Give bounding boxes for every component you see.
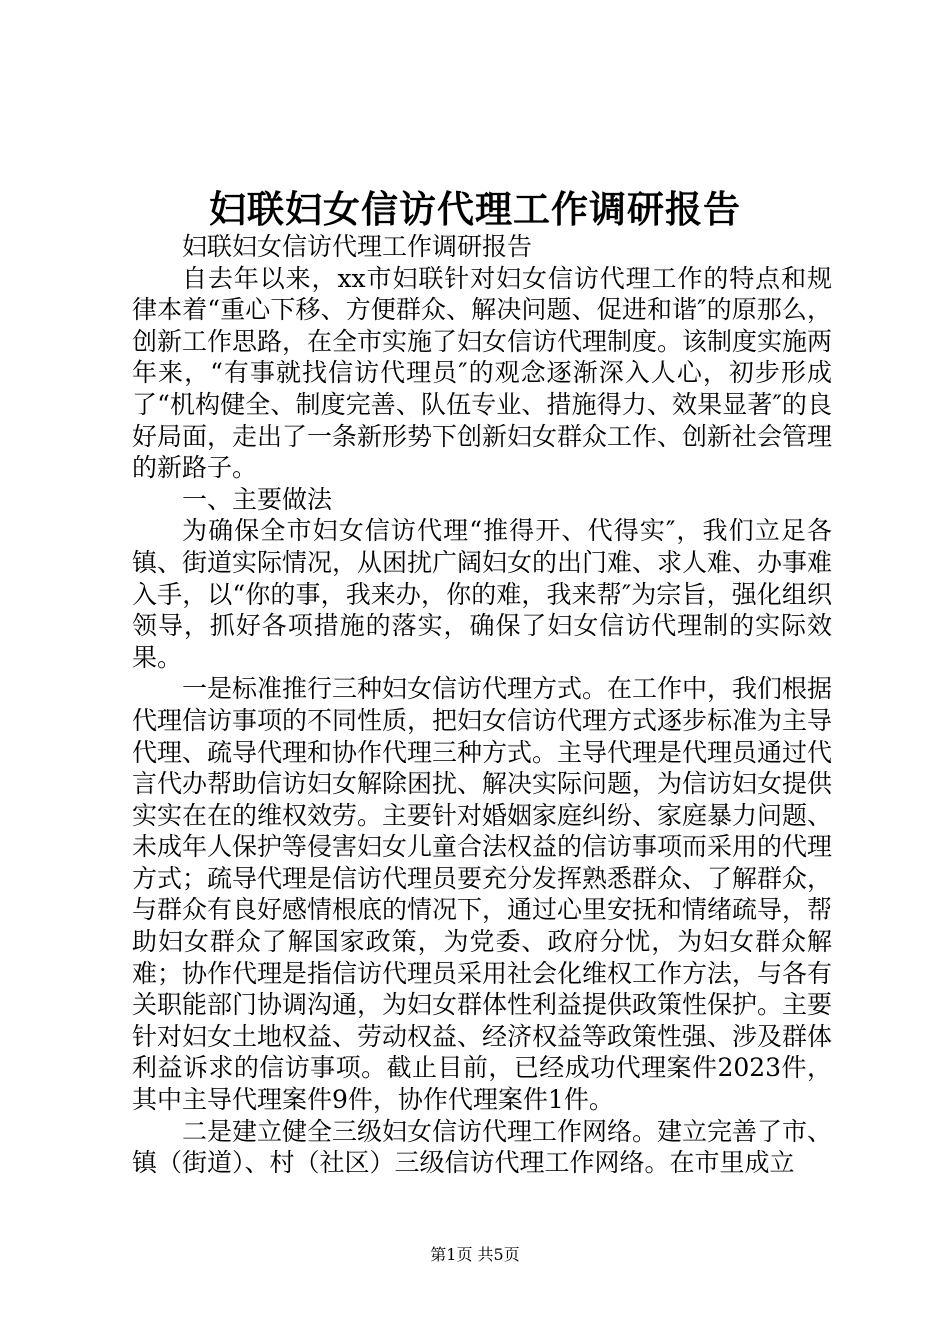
section-heading-main-practices: 一、主要做法 — [182, 484, 333, 514]
paragraph-point-one: 一是标准推行三种妇女信访代理方式。在工作中，我们根据代理信访事项的不同性质，把妇女信访代理方式逐步标准为主导代理、疏导代理和协作代理三种方式。主导代理是代理员通过代言代办帮助信访妇女解除困扰、解决实际问题，为信访妇女提供实实在在的维权效劳。主要针对婚姻家庭纠纷、家庭暴力问题、未成年人保护等侵害妇女儿童合法权益的信访事项而采用的代理方式；疏导代理是信访代理员要充分发挥熟悉群众、了解群众，与群众有良好感情根底的情况下，通过心里安抚和情绪疏导，帮助妇女群众了解国家政策，为党委、政府分忧，为妇女群众解难；协作代理是指信访代理员采用社会化维权工作方法，与各有关职能部门协调沟通，为妇女群体性利益提供政策性保护。主要针对妇女土地权益、劳动权益、经济权益等政策性强、涉及群体利益诉求的信访事项。截止目前，已经成功代理案件2023件，其中主导代理案件9件，协作代理案件1件。 — [132, 674, 833, 1115]
paragraph-subtitle: 妇联妇女信访代理工作调研报告 — [182, 232, 533, 261]
document-title: 妇联妇女信访代理工作调研报告 — [209, 187, 741, 231]
document-body — [132, 231, 832, 1179]
paragraph-intro: 自去年以来，xx市妇联针对妇女信访代理工作的特点和规律本着“重心下移、方便群众、解决问题、促进和谐″的原那么，创新工作思路，在全市实施了妇女信访代理制度。该制度实施两年来，“有事就找信访代理员″的观念逐渐深入人心，初步形成了“机构健全、制度完善、队伍专业、措施得力、效果显著″的良好局面，走出了一条新形势下创新妇女群众工作、创新社会管理的新路子。 — [132, 263, 833, 483]
paragraph-point-two: 二是建立健全三级妇女信访代理工作网络。建立完善了市、镇（街道）、村（社区）三级信访代理工作网络。在市里成立 — [132, 1116, 833, 1178]
page-number-footer: 第1页 共5页 — [430, 1245, 520, 1264]
paragraph-overview: 为确保全市妇女信访代理“推得开、代得实″，我们立足各镇、街道实际情况，从困扰广阔妇女的出门难、求人难、办事难入手，以“你的事，我来办，你的难，我来帮″为宗旨，强化组织领导，抓好各项措施的落实，确保了妇女信访代理制的实际效果。 — [132, 516, 833, 672]
